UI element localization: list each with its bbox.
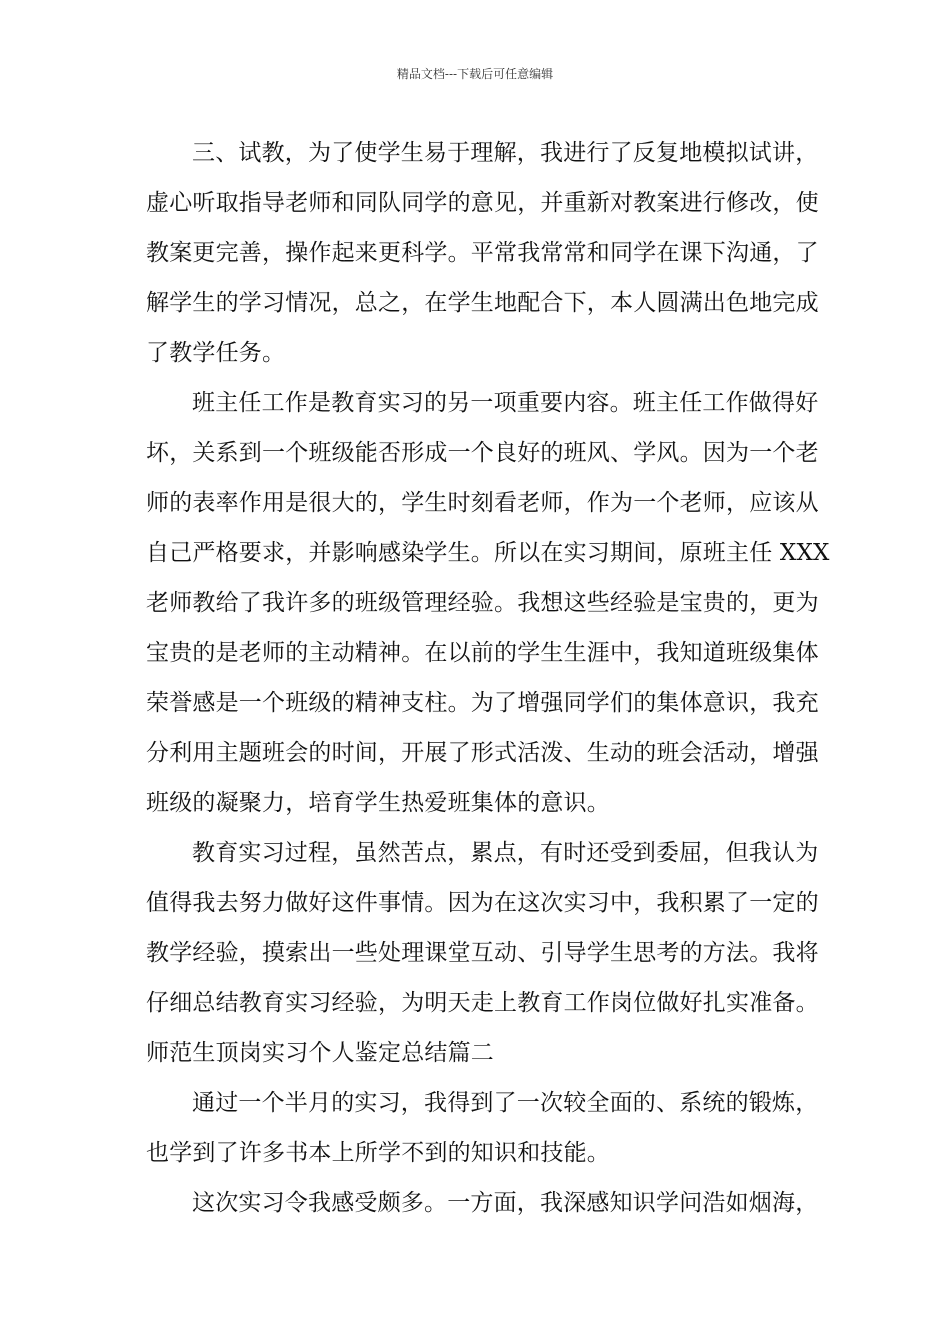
- text-line: 教学经验，摸索出一些处理课堂互动、引导学生思考的方法。我将: [146, 940, 819, 966]
- text-line: 教育实习过程，虽然苦点，累点，有时还受到委屈，但我认为: [192, 840, 819, 866]
- text-line: 这次实习令我感受颇多。一方面，我深感知识学问浩如烟海，: [192, 1190, 819, 1216]
- text-line: 宝贵的是老师的主动精神。在以前的学生生涯中，我知道班级集体: [146, 640, 819, 666]
- text-line: 通过一个半月的实习，我得到了一次较全面的、系统的锻炼，: [192, 1090, 819, 1116]
- text-line: 教案更完善，操作起来更科学。平常我常常和同学在课下沟通，了: [146, 240, 819, 266]
- text-line: 也学到了许多书本上所学不到的知识和技能。: [146, 1140, 610, 1166]
- text-line: 分利用主题班会的时间，开展了形式活泼、生动的班会活动，增强: [146, 740, 819, 766]
- text-line: 了教学任务。: [146, 340, 286, 366]
- text-line: 坏，关系到一个班级能否形成一个良好的班风、学风。因为一个老: [146, 440, 819, 466]
- section-heading: 师范生顶岗实习个人鉴定总结篇二: [146, 1040, 494, 1066]
- text-line: 荣誉感是一个班级的精神支柱。为了增强同学们的集体意识，我充: [146, 690, 819, 716]
- text-line: 班主任工作是教育实习的另一项重要内容。班主任工作做得好: [192, 390, 819, 416]
- text-line: 自己严格要求，并影响感染学生。所以在实习期间，原班主任 XXX: [146, 540, 830, 566]
- text-line: 班级的凝聚力，培育学生热爱班集体的意识。: [146, 790, 610, 816]
- text-line: 仔细总结教育实习经验，为明天走上教育工作岗位做好扎实准备。: [146, 990, 819, 1016]
- text-line: 师的表率作用是很大的，学生时刻看老师，作为一个老师，应该从: [146, 490, 819, 516]
- text-line: 三、试教，为了使学生易于理解，我进行了反复地模拟试讲，: [192, 140, 819, 166]
- text-line: 虚心听取指导老师和同队同学的意见，并重新对教案进行修改，使: [146, 190, 819, 216]
- document-body: [146, 128, 830, 1228]
- text-line: 老师教给了我许多的班级管理经验。我想这些经验是宝贵的，更为: [146, 590, 819, 616]
- text-line: 值得我去努力做好这件事情。因为在这次实习中，我积累了一定的: [146, 890, 819, 916]
- text-line: 解学生的学习情况，总之，在学生地配合下，本人圆满出色地完成: [146, 290, 819, 316]
- page-header: 精品文档---下载后可任意编辑: [396, 67, 554, 81]
